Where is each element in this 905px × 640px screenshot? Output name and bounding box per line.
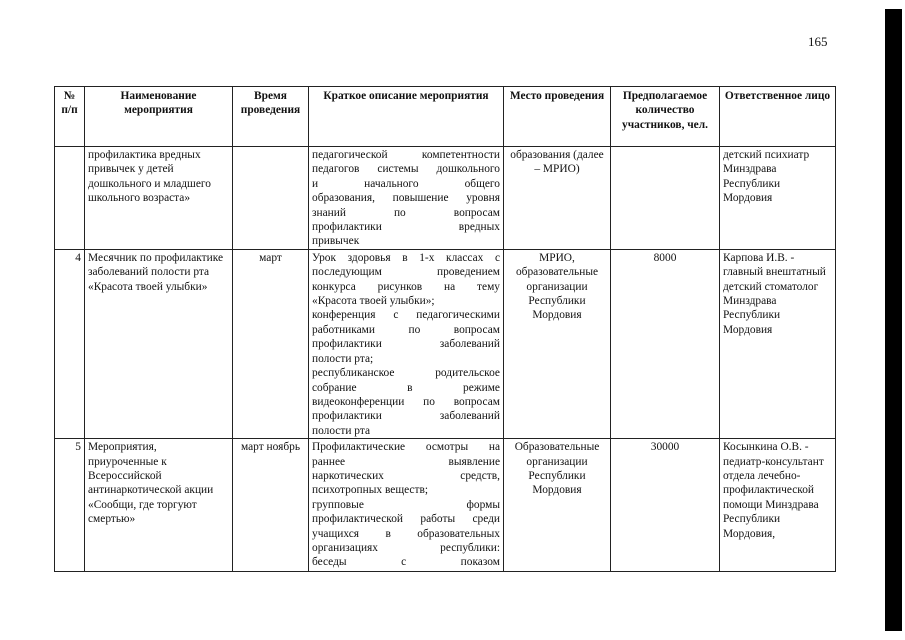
header-participants: Предполагаемое количество участников, чел. <box>611 87 720 147</box>
header-time: Время проведения <box>233 87 309 147</box>
description-line: раннее выявление <box>312 455 500 468</box>
description-line: профилактики заболеваний <box>312 410 500 423</box>
description-line: «Красота твоей улыбки»; <box>312 295 435 308</box>
description-line: полости рта; <box>312 352 374 365</box>
description-line: профилактики вредных <box>312 221 500 234</box>
description-line: привычек <box>312 235 360 248</box>
description-line: видеоконференции по вопросам <box>312 395 500 408</box>
table-header-row <box>55 87 836 147</box>
description-line: образования, повышение уровня <box>312 192 500 205</box>
cell-description <box>309 439 504 572</box>
cell-place: Образовательные организации Республики Мордовия <box>504 439 611 572</box>
cell-number <box>55 147 85 250</box>
cell-event-name: Мероприятия, приуроченные к Всероссийской антинаркотической акции «Сообщи, где торгуют смертью» <box>85 439 233 572</box>
description-line: и начального общего <box>312 177 500 190</box>
cell-time: март <box>233 249 309 438</box>
scan-edge-bar <box>885 9 902 631</box>
header-event-name: Наименование мероприятия <box>85 87 233 147</box>
description-line: педагогов системы дошкольного <box>312 163 500 176</box>
cell-event-name: Месячник по профилактике заболеваний полости рта «Красота твоей улыбки» <box>85 249 233 438</box>
cell-responsible: детский психиатр Минздрава Республики Мордовия <box>720 147 836 250</box>
description-line: знаний по вопросам <box>312 206 500 219</box>
cell-time <box>233 147 309 250</box>
cell-participants: 8000 <box>611 249 720 438</box>
description-line: профилактической работы среди <box>312 513 500 526</box>
cell-place: образования (далее – МРИО) <box>504 147 611 250</box>
page-number: 165 <box>808 34 828 49</box>
cell-number: 4 <box>55 249 85 438</box>
description-line: организациях республики: <box>312 541 500 554</box>
description-line: конкурса рисунков на тему <box>312 280 500 293</box>
header-description: Краткое описание мероприятия <box>309 87 504 147</box>
description-line: Профилактические осмотры на <box>312 441 500 454</box>
table-row <box>55 147 836 250</box>
description-line: учащихся в образовательных <box>312 527 500 540</box>
description-line: педагогической компетентности <box>312 149 500 161</box>
cell-participants: 30000 <box>611 439 720 572</box>
description-line: собрание в режиме <box>312 381 500 394</box>
cell-description <box>309 249 504 438</box>
description-line: конференция с педагогическими <box>312 309 500 322</box>
header-number: № п/п <box>55 87 85 147</box>
table-row <box>55 439 836 572</box>
description-line: полости рта <box>312 424 370 437</box>
cell-number: 5 <box>55 439 85 572</box>
description-line: республиканское родительское <box>312 367 500 380</box>
description-line: групповые формы <box>312 498 500 511</box>
description-line: профилактики заболеваний <box>312 338 500 351</box>
description-line: наркотических средств, <box>312 469 500 482</box>
header-responsible: Ответственное лицо <box>720 87 836 147</box>
cell-place: МРИО, образовательные организации Республики Мордовия <box>504 249 611 438</box>
cell-description <box>309 147 504 250</box>
header-place: Место проведения <box>504 87 611 147</box>
description-line: психотропных веществ; <box>312 484 429 497</box>
cell-event-name: профилактика вредных привычек у детей дошкольного и младшего школьного возраста» <box>85 147 233 250</box>
cell-responsible: Косынкина О.В. - педиатр-консультант отдела лечебно-профилактической помощи Минздрава Республики Мордовия, <box>720 439 836 572</box>
cell-responsible: Карпова И.В. - главный внештатный детский стоматолог Минздрава Республики Мордовия <box>720 249 836 438</box>
description-line: последующим проведением <box>312 266 500 279</box>
cell-time: март ноябрь <box>233 439 309 572</box>
events-table <box>54 86 836 572</box>
table-row <box>55 249 836 438</box>
description-line: беседы с показом <box>312 556 500 569</box>
description-line: работниками по вопросам <box>312 323 500 336</box>
description-line: Урок здоровья в 1-х классах с <box>312 251 500 264</box>
cell-participants <box>611 147 720 250</box>
